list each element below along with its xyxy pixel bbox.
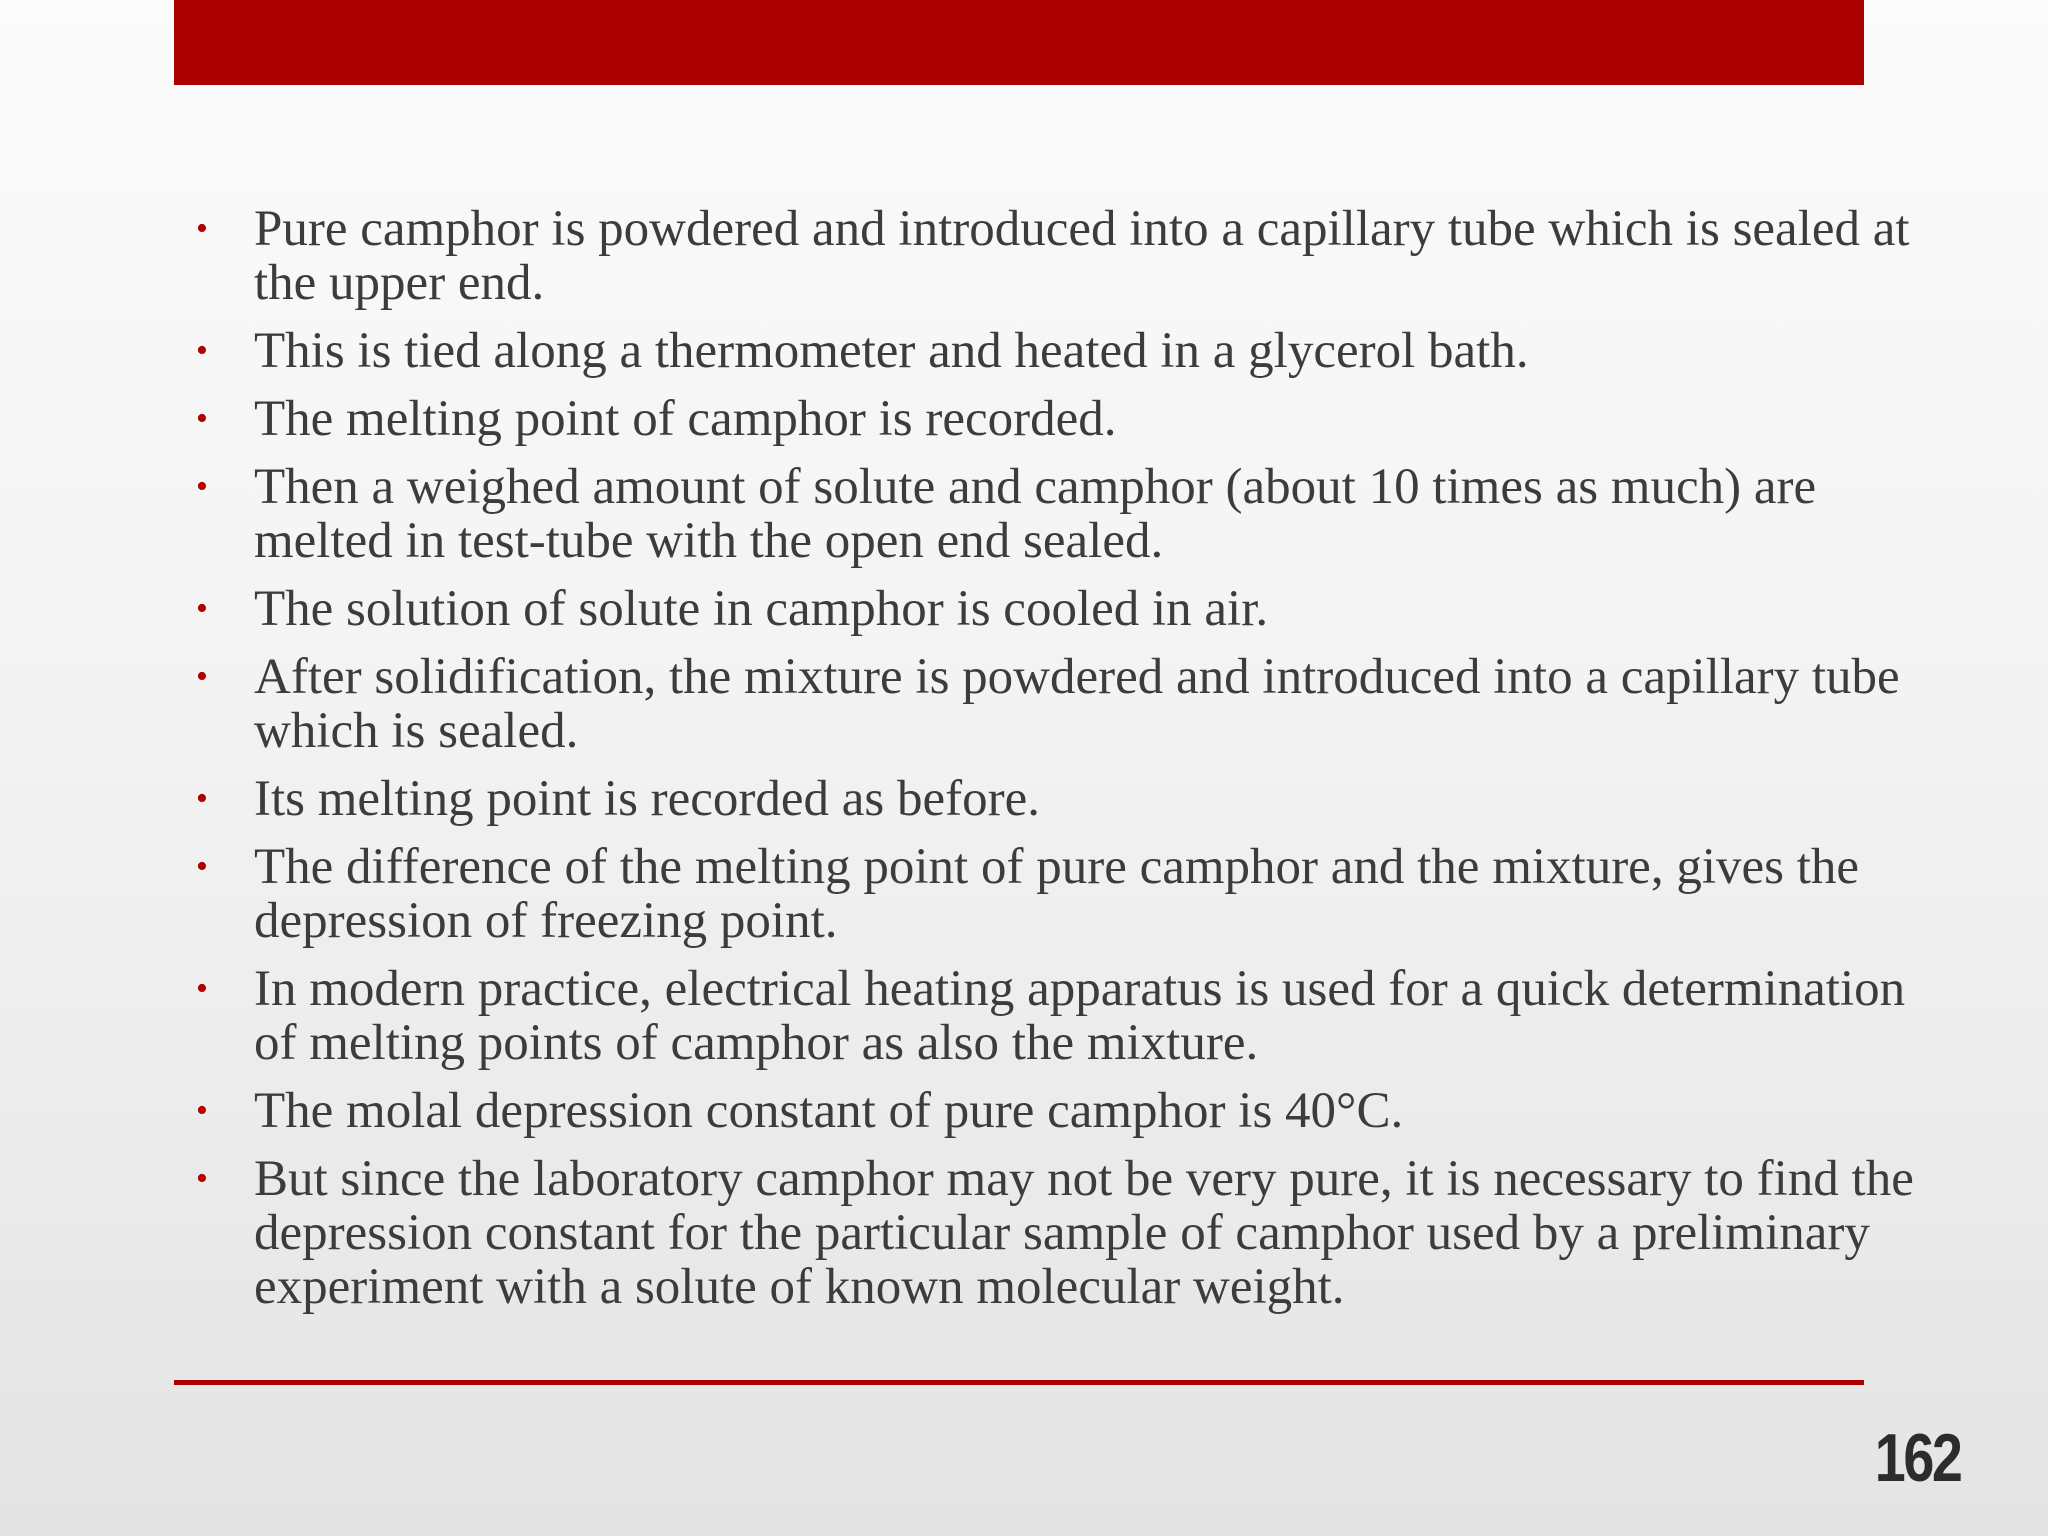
bullet-icon: • xyxy=(196,780,208,817)
bullet-item xyxy=(184,1084,1934,1138)
bullet-item xyxy=(184,1152,1934,1314)
bullet-item xyxy=(184,460,1934,568)
bullet-item xyxy=(184,650,1934,758)
bullet-item xyxy=(184,202,1934,310)
bullet-icon: • xyxy=(196,400,208,437)
bullet-list xyxy=(184,202,1934,1328)
top-accent-bar xyxy=(174,0,1864,85)
bullet-text: In modern practice, electrical heating apparatus is used for a quick determination of melting points of camphor as also the mixture. xyxy=(254,961,1906,1071)
bullet-text: Then a weighed amount of solute and camphor (about 10 times as much) are melted in test-tube with the open end sealed. xyxy=(254,459,1817,569)
bullet-text: The solution of solute in camphor is cooled in air. xyxy=(254,581,1269,637)
bullet-item xyxy=(184,582,1934,636)
bullet-text: Its melting point is recorded as before. xyxy=(254,771,1041,827)
bullet-text: The molal depression constant of pure camphor is 40°C. xyxy=(254,1083,1404,1139)
bullet-icon: • xyxy=(196,658,208,695)
bullet-item xyxy=(184,962,1934,1070)
bullet-item xyxy=(184,392,1934,446)
bullet-item xyxy=(184,324,1934,378)
bullet-icon: • xyxy=(196,848,208,885)
bullet-text: After solidification, the mixture is powdered and introduced into a capillary tube which is sealed. xyxy=(254,649,1900,759)
bullet-item xyxy=(184,840,1934,948)
bullet-icon: • xyxy=(196,970,208,1007)
page-number: 162 xyxy=(1874,1420,1960,1496)
bullet-icon: • xyxy=(196,1092,208,1129)
bullet-text: But since the laboratory camphor may not be very pure, it is necessary to find the depression constant for the particular sample of camphor used by a preliminary experiment with a solute of known molecular weight. xyxy=(254,1151,1914,1315)
bullet-text: This is tied along a thermometer and heated in a glycerol bath. xyxy=(254,323,1529,379)
bullet-icon: • xyxy=(196,1160,208,1197)
bullet-text: The melting point of camphor is recorded. xyxy=(254,391,1117,447)
bullet-text: Pure camphor is powdered and introduced into a capillary tube which is sealed at the upper end. xyxy=(254,201,1910,311)
footer-divider xyxy=(174,1380,1864,1385)
bullet-icon: • xyxy=(196,210,208,247)
bullet-icon: • xyxy=(196,468,208,505)
bullet-item xyxy=(184,772,1934,826)
bullet-icon: • xyxy=(196,590,208,627)
bullet-text: The difference of the melting point of pure camphor and the mixture, gives the depression of freezing point. xyxy=(254,839,1860,949)
bullet-icon: • xyxy=(196,332,208,369)
